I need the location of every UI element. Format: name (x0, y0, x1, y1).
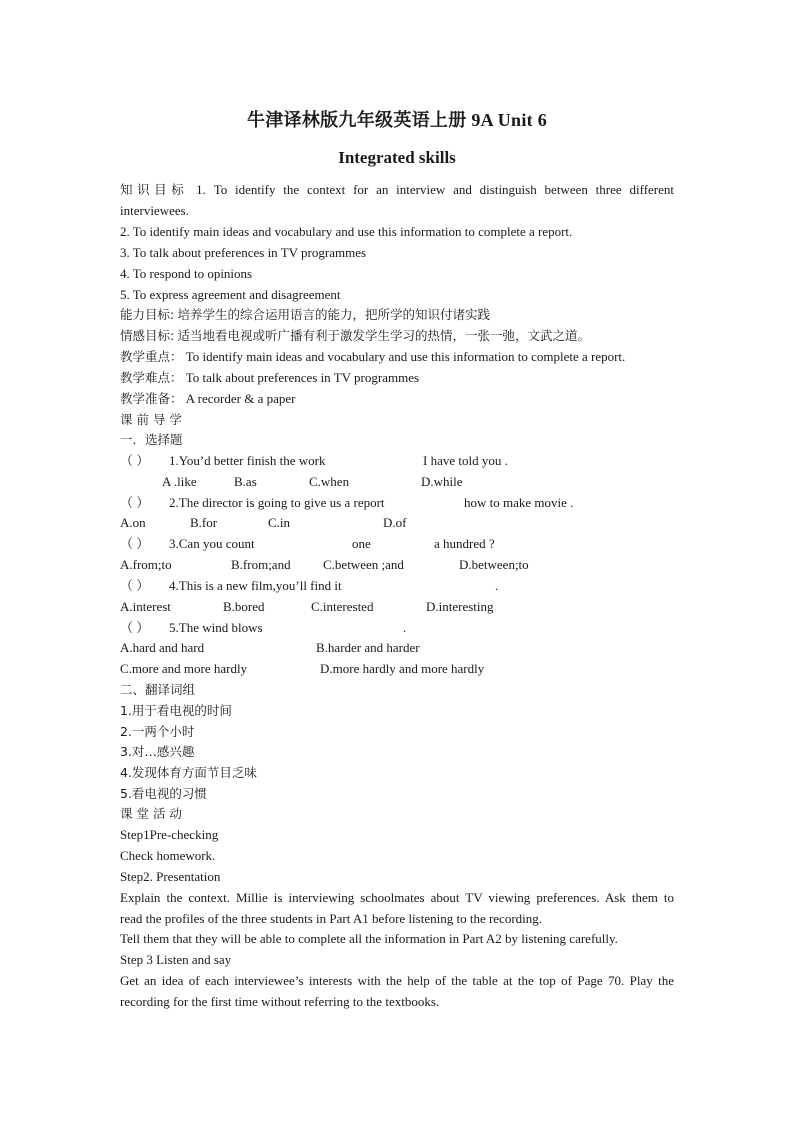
q4-option-a: A.interest (120, 599, 171, 614)
q2-option-a: A.on (120, 515, 146, 530)
q2-option-c: C.in (268, 515, 291, 530)
section1-heading: 一．选择题 (120, 432, 183, 447)
q2-option-b: B.for (190, 515, 218, 530)
q5-stem-tail: . (403, 620, 407, 635)
q4-option-d: D.interesting (426, 599, 494, 614)
q1-option-d: D.while (421, 474, 463, 489)
q3-option-c: C.between ;and (323, 557, 404, 572)
step3-paragraph-line: Get an idea of each interviewee’s interests with the help of the table at the top of Page 70. Play the (120, 973, 674, 988)
step1-text: Check homework. (120, 848, 216, 863)
class-heading: 课 堂 活 动 (120, 806, 182, 821)
q4-option-c: C.interested (311, 599, 374, 614)
step2-paragraph-line: read the profiles of the three students in Part A1 before listening to the recording. (120, 911, 543, 926)
phrase-item: 3.对…感兴趣 (120, 744, 195, 759)
knowledge-objective-2: 2. To identify main ideas and vocabulary and use this information to complete a report. (120, 224, 573, 239)
q4-paren: （ ） (120, 578, 150, 593)
knowledge-objective-3: 3. To talk about preferences in TV programmes (120, 245, 367, 260)
q2-stem: 2.The director is going to give us a report (169, 495, 385, 510)
q1-option-a: A .like (162, 474, 197, 489)
knowledge-text-1b: interviewees. (120, 203, 189, 218)
q5-option-b: B.harder and harder (316, 640, 420, 655)
document-subtitle: Integrated skills (338, 148, 456, 167)
step3-title: Step 3 Listen and say (120, 952, 232, 967)
q1-option-c: C.when (309, 474, 350, 489)
q1-stem-tail: I have told you . (423, 453, 508, 468)
document-title: 牛津译林版九年级英语上册 9A Unit 6 (246, 110, 548, 130)
step2-paragraph-2: Tell them that they will be able to complete all the information in Part A2 by listening carefully. (120, 931, 618, 946)
knowledge-objective-4: 4. To respond to opinions (120, 266, 253, 281)
q3-option-b: B.from;and (231, 557, 291, 572)
q5-paren: （ ） (120, 620, 150, 635)
difficult-point (120, 370, 419, 386)
q4-option-b: B.bored (223, 599, 265, 614)
q3-option-a: A.from;to (120, 557, 172, 572)
q4-stem-tail: . (495, 578, 499, 593)
knowledge-label: 知识目标 (120, 182, 189, 197)
preview-heading: 课 前 导 学 (120, 412, 182, 427)
phrase-item: 4.发现体育方面节目乏味 (120, 765, 257, 780)
q3-stem: 3.Can you count (169, 536, 255, 551)
prep-label: 教学准备： (120, 391, 183, 406)
step1-title: Step1Pre-checking (120, 827, 219, 842)
q2-option-d: D.of (383, 515, 407, 530)
knowledge-text-1a: 1. To identify the context for an interview and distinguish between three different (196, 182, 675, 197)
step3-paragraph-line: recording for the first time without referring to the textbooks. (120, 994, 440, 1009)
prep-text: A recorder & a paper (185, 391, 296, 406)
q2-stem-tail: how to make movie . (464, 495, 574, 510)
key-label: 教学重点： (120, 349, 183, 364)
q3-option-d: D.between;to (459, 557, 529, 572)
q3-stem-mid: one (352, 536, 371, 551)
teaching-prep (120, 391, 296, 407)
ability-text: 培养学生的综合运用语言的能力，把所学的知识付诸实践 (177, 307, 490, 322)
emotion-text: 适当地看电视或听广播有利于激发学生学习的热情，一张一弛，文武之道。 (177, 328, 590, 343)
q5-option-d: D.more hardly and more hardly (320, 661, 485, 676)
q3-stem-tail: a hundred ? (434, 536, 495, 551)
q1-stem: 1.You’d better finish the work (169, 453, 326, 468)
key-point (120, 349, 625, 365)
step2-paragraph-line: Explain the context. Millie is interviewing schoolmates about TV viewing preferences. Ask them to (120, 890, 674, 905)
q5-stem: 5.The wind blows (169, 620, 263, 635)
difficult-label: 教学难点： (120, 370, 183, 385)
phrase-item: 1.用于看电视的时间 (120, 703, 232, 718)
section2-heading: 二、翻译词组 (120, 682, 196, 697)
emotion-objective (120, 328, 590, 344)
q1-paren: （ ） (120, 453, 150, 468)
knowledge-objective-1 (120, 182, 674, 198)
q3-paren: （ ） (120, 536, 150, 551)
q5-option-c: C.more and more hardly (120, 661, 248, 676)
q1-option-b: B.as (234, 474, 257, 489)
step2-title: Step2. Presentation (120, 869, 221, 884)
q2-paren: （ ） (120, 495, 150, 510)
q4-stem: 4.This is a new film,you’ll find it (169, 578, 342, 593)
ability-label: 能力目标: (120, 307, 175, 322)
knowledge-objective-5: 5. To express agreement and disagreement (120, 287, 341, 302)
key-text: To identify main ideas and vocabulary and use this information to complete a report. (185, 349, 626, 364)
emotion-label: 情感目标: (120, 328, 175, 343)
ability-objective (120, 307, 490, 323)
q5-option-a: A.hard and hard (120, 640, 205, 655)
phrase-item: 5.看电视的习惯 (120, 786, 207, 801)
phrase-item: 2.一两个小时 (120, 724, 195, 739)
difficult-text: To talk about preferences in TV programmes (185, 370, 420, 385)
